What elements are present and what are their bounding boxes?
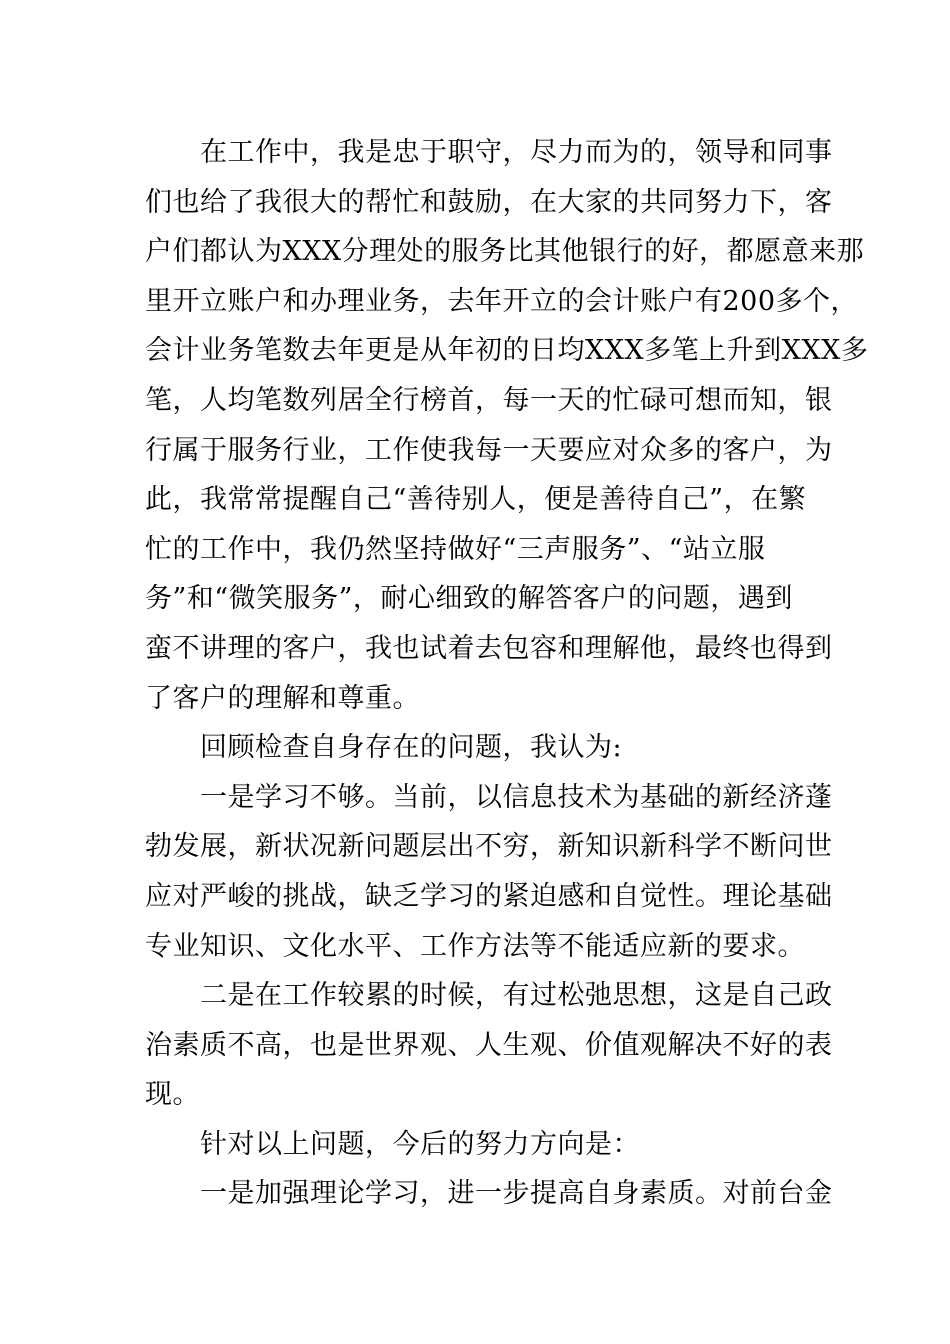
paragraph-line: 务”和“微笑服务”，耐心细致的解答客户的问题，遇到 [145, 583, 793, 615]
paragraph-line: 回顾检查自身存在的问题，我认为: [200, 732, 623, 764]
paragraph-line: 专业知识、文化水平、工作方法等不能适应新的要求。 [145, 930, 805, 962]
paragraph-line: 应对严峻的挑战，缺乏学习的紧迫感和自觉性。理论基础 [145, 880, 833, 912]
paragraph-line: 户们都认为XXX分理处的服务比其他银行的好，都愿意来那 [145, 236, 865, 268]
paragraph-line: 此，我常常提醒自己“善待别人，便是善待自己”，在繁 [145, 484, 807, 516]
paragraph-line: 一是加强理论学习，进一步提高自身素质。对前台金 [200, 1178, 833, 1210]
paragraph-line: 治素质不高，也是世界观、人生观、价值观解决不好的表 [145, 1029, 833, 1061]
paragraph-line: 里开立账户和办理业务，去年开立的会计账户有200多个， [145, 285, 859, 317]
paragraph-line: 行属于服务行业，工作使我每一天要应对众多的客户，为 [145, 434, 833, 466]
paragraph-line: 一是学习不够。当前，以信息技术为基础的新经济蓬 [200, 781, 833, 813]
paragraph-line: 笔，人均笔数列居全行榜首，每一天的忙碌可想而知，银 [145, 384, 833, 416]
document-body [145, 128, 869, 1219]
paragraph-line: 针对以上问题，今后的努力方向是： [200, 1128, 640, 1160]
paragraph-line: 们也给了我很大的帮忙和鼓励，在大家的共同努力下，客 [145, 186, 833, 218]
paragraph-line: 忙的工作中，我仍然坚持做好“三声服务”、“站立服 [145, 533, 766, 565]
paragraph-line: 了客户的理解和尊重。 [145, 682, 420, 714]
paragraph-line: 现。 [145, 1079, 200, 1111]
paragraph-line: 在工作中，我是忠于职守，尽力而为的，领导和同事 [200, 137, 833, 168]
paragraph-line: 勃发展，新状况新问题层出不穷，新知识新科学不断问世 [145, 831, 833, 863]
paragraph-line: 二是在工作较累的时候，有过松弛思想，这是自己政 [200, 980, 833, 1012]
paragraph-line: 蛮不讲理的客户，我也试着去包容和理解他，最终也得到 [145, 632, 833, 664]
paragraph-line: 会计业务笔数去年更是从年初的日均XXX多笔上升到XXX多 [145, 335, 869, 367]
